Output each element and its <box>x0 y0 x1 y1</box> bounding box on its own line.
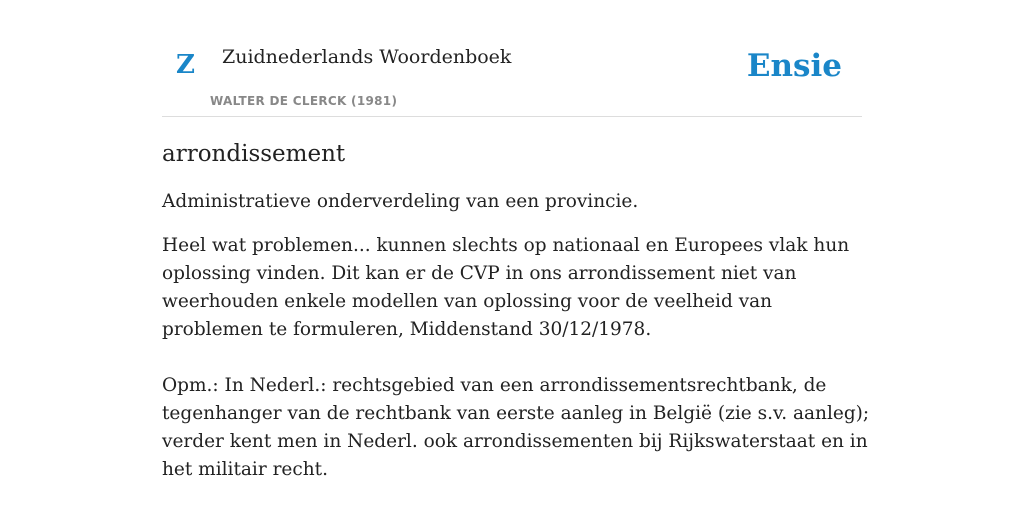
dictionary-header <box>162 0 862 117</box>
dictionary-logo-icon[interactable]: Z <box>176 50 195 80</box>
dictionary-author: WALTER DE CLERCK (1981) <box>210 94 398 108</box>
entry-headword: arrondissement <box>162 141 346 167</box>
entry-definition: Administratieve onderverdeling van een provincie. <box>162 191 639 212</box>
ensie-logo-link[interactable]: Ensie <box>746 48 842 84</box>
entry-content <box>162 138 872 484</box>
entry-example: Heel wat problemen... kunnen slechts op nationaal en Europees vlak hun oplossing vinden. Dit kan er de CVP in ons arrondissement niet van weerhouden enkele modellen van oplossing voor de veelheid van problemen te formuleren, Middenstand 30/12/1978. <box>162 235 850 340</box>
entry-note: Opm.: In Nederl.: rechtsgebied van een arrondissementsrechtbank, de tegenhanger van de rechtbank van eerste aanleg in België (zie s.v. aanleg); verder kent men in Nederl. ook arrondissementen bij Rijkswaterstaat en in het militair recht. <box>162 375 870 480</box>
dictionary-title[interactable]: Zuidnederlands Woordenboek <box>222 46 512 68</box>
